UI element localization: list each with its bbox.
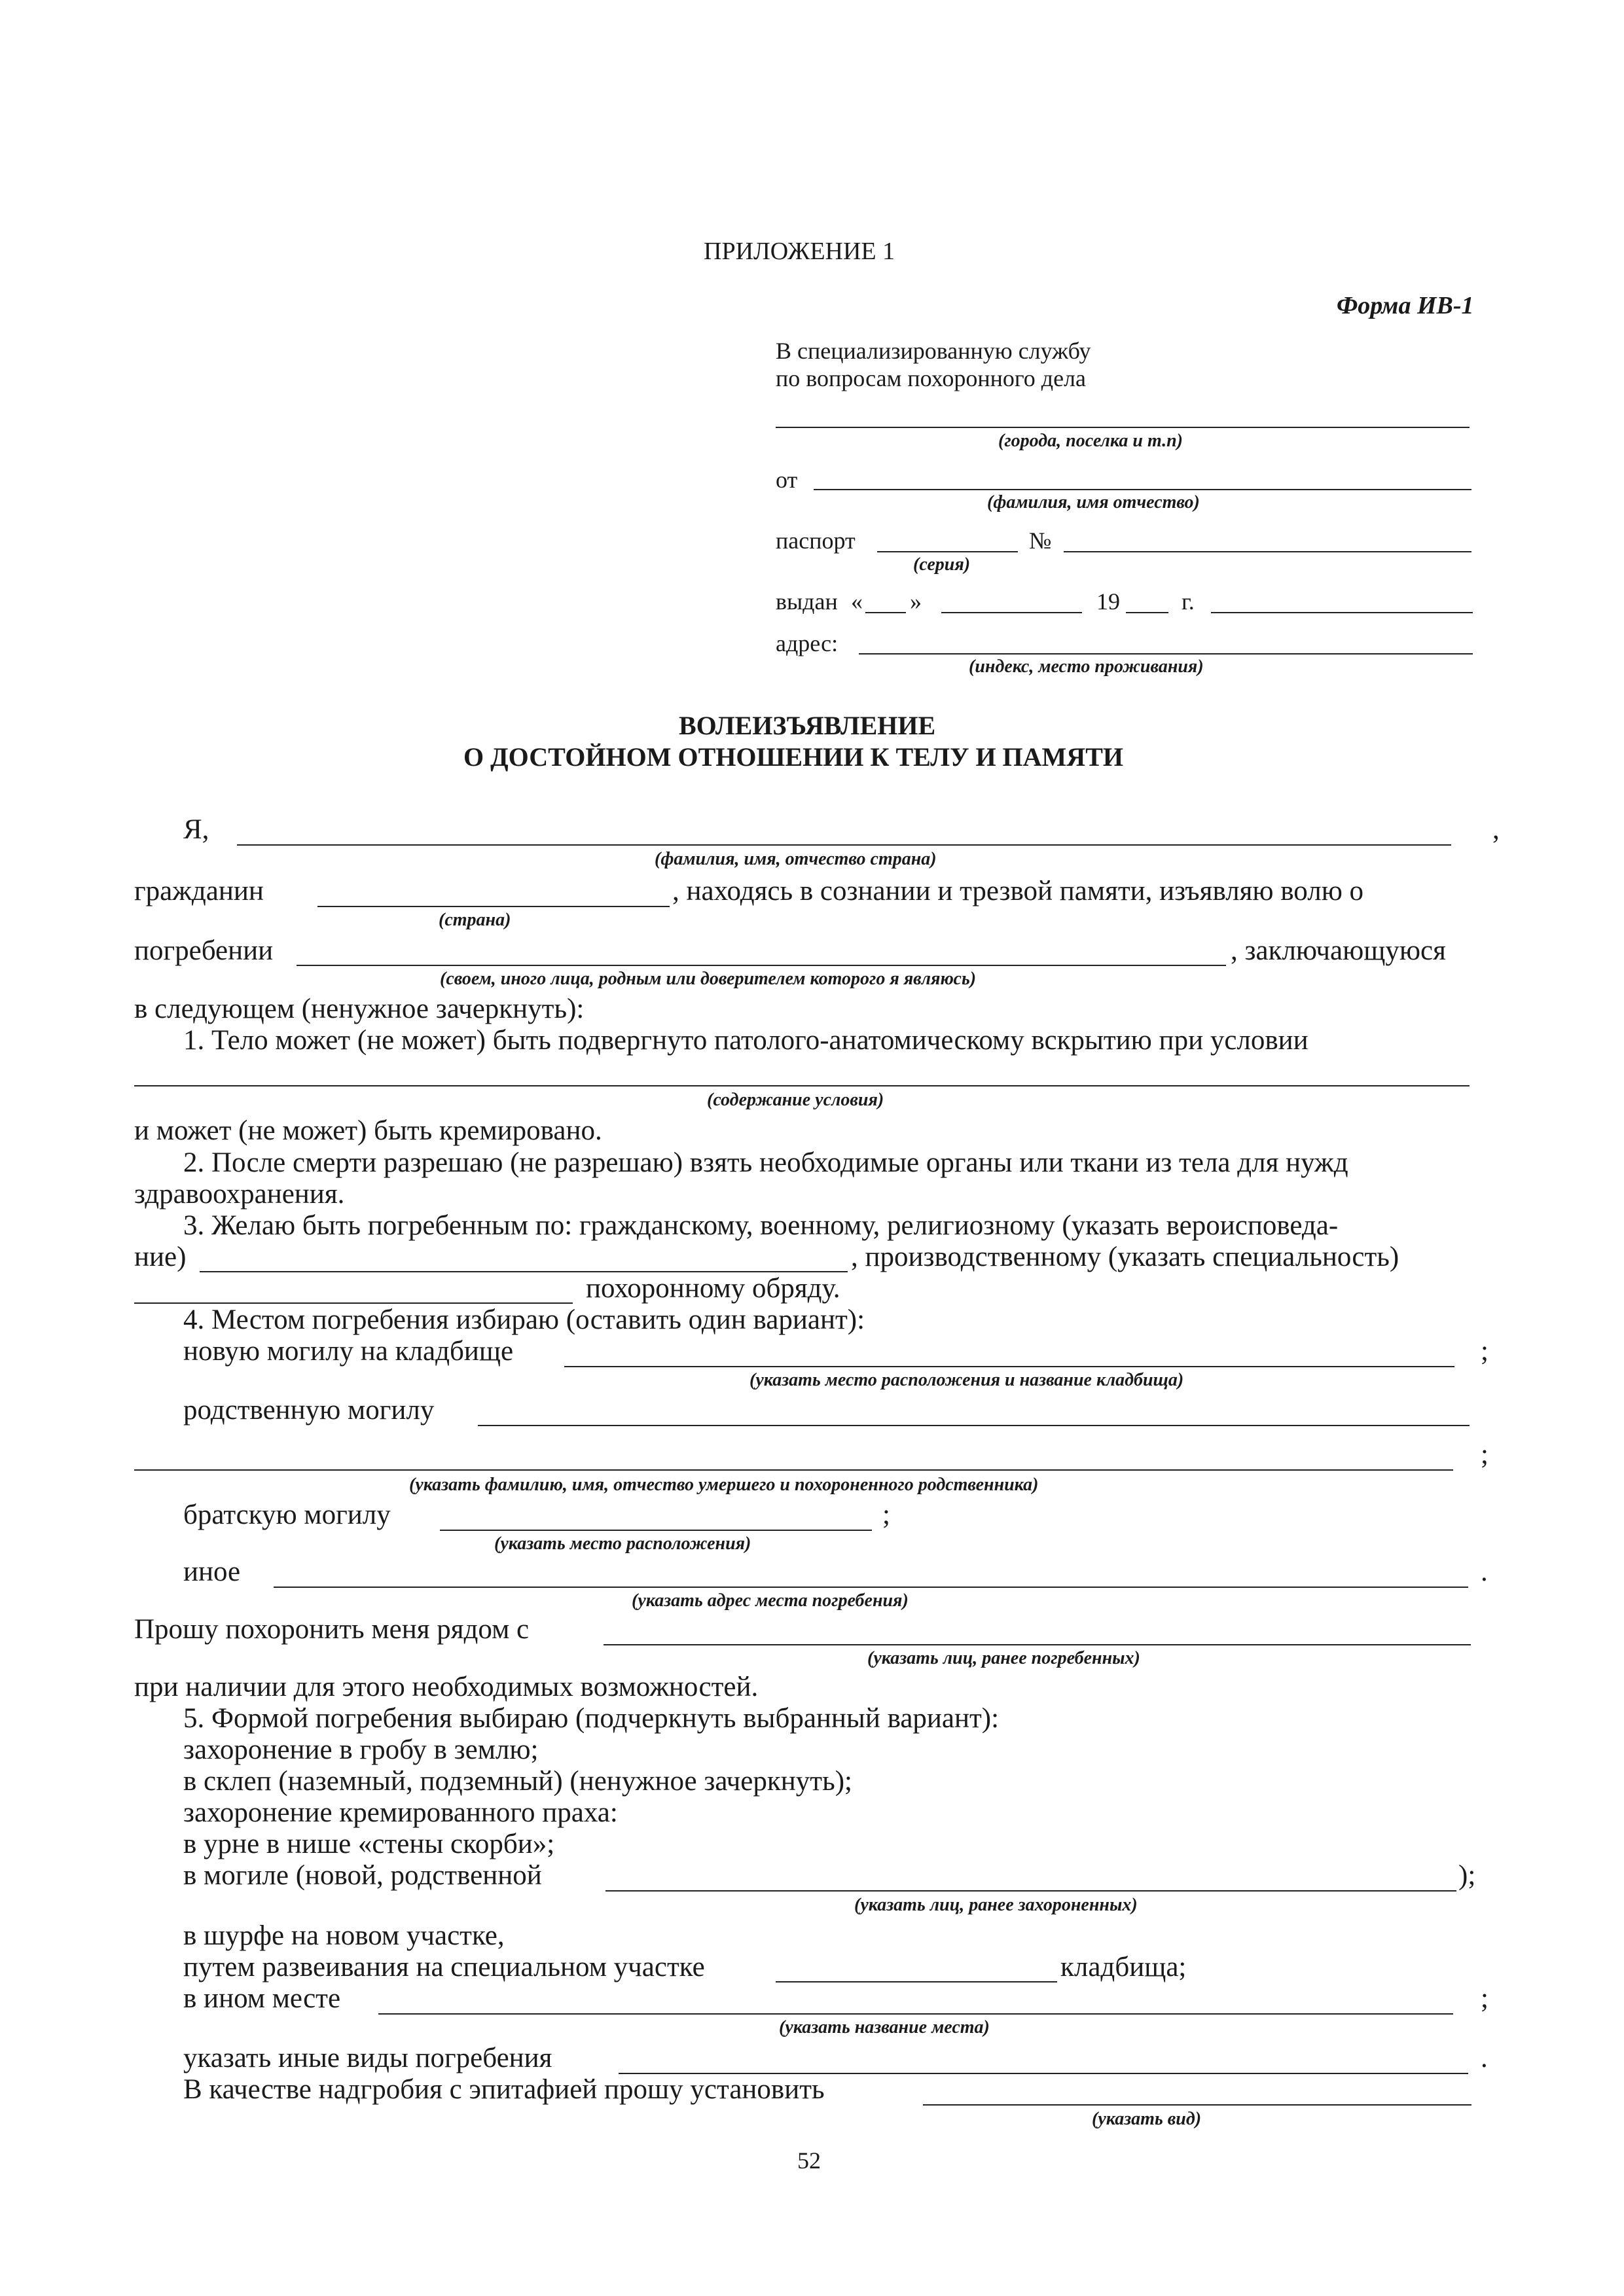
heading-line-1: ВОЛЕИЗЪЯВЛЕНИЕ — [679, 711, 936, 740]
mass-grave-caption: (указать место расположения) — [494, 1534, 751, 1554]
other-label: иное — [183, 1556, 241, 1587]
addressee-line-1: В специализированную службу — [776, 338, 1091, 364]
urn-option: в урне в нише «стены скорби»; — [183, 1829, 555, 1859]
mass-grave-label: братскую могилу — [183, 1499, 391, 1530]
citizen-label: гражданин — [134, 876, 264, 906]
paragraph-3a: 3. Желаю быть погребенным по: гражданскому, военному, религиозному (указать вероисповеда- — [183, 1210, 1339, 1241]
number-sign: № — [1029, 528, 1052, 554]
condition-field[interactable] — [134, 1085, 1470, 1086]
near-label: Прошу похоронить меня рядом с — [134, 1614, 530, 1645]
other-caption: (указать адрес места погребения) — [632, 1590, 909, 1611]
passport-label: паспорт — [776, 528, 856, 554]
elsewhere-field[interactable] — [378, 2013, 1453, 2015]
full-name-field[interactable] — [237, 844, 1451, 846]
relative-grave-field-2[interactable] — [134, 1469, 1453, 1471]
cemetery-label: кладбища; — [1060, 1952, 1187, 1982]
year-prefix: 19 — [1096, 588, 1120, 615]
near-caption: (указать лиц, ранее погребенных) — [867, 1648, 1140, 1668]
quote-close: » — [910, 588, 922, 615]
mass-grave-semicolon: ; — [882, 1499, 890, 1530]
other-period: . — [1481, 1556, 1488, 1587]
form-id: Форма ИВ-1 — [1337, 292, 1474, 319]
relative-grave-field[interactable] — [478, 1425, 1470, 1426]
near-field[interactable] — [604, 1644, 1471, 1645]
city-field[interactable] — [776, 427, 1470, 428]
addressee-line-2: по вопросам похоронного дела — [776, 365, 1086, 391]
from-field[interactable] — [814, 489, 1471, 490]
crypt-option: в склеп (наземный, подземный) (ненужное зачеркнуть); — [183, 1766, 852, 1797]
tombstone-field[interactable] — [923, 2104, 1471, 2106]
in-grave-caption: (указать лиц, ранее захороненных) — [854, 1895, 1138, 1915]
citizen-rest: , находясь в сознании и трезвой памяти, изъявляю волю о — [672, 876, 1364, 906]
passport-series-field[interactable] — [877, 551, 1018, 552]
other-types-period: . — [1481, 2043, 1488, 2073]
paragraph-3b-start: ние) — [134, 1242, 187, 1272]
tombstone-label: В качестве надгробия с эпитафией прошу установить — [183, 2074, 825, 2105]
new-grave-semicolon: ; — [1481, 1336, 1489, 1367]
mass-grave-field[interactable] — [440, 1530, 872, 1531]
paragraph-2b: здравоохранения. — [134, 1179, 345, 1210]
passport-number-field[interactable] — [1064, 551, 1471, 552]
quote-open: « — [851, 588, 863, 615]
in-grave-option: в могиле (новой, родственной — [183, 1860, 542, 1891]
elsewhere-semicolon: ; — [1481, 1983, 1489, 2014]
from-caption: (фамилия, имя отчество) — [987, 492, 1200, 512]
elsewhere-caption: (указать название места) — [779, 2017, 990, 2037]
from-label: от — [776, 467, 798, 493]
city-caption: (города, поселка и т.п) — [998, 431, 1183, 451]
paragraph-5: 5. Формой погребения выбираю (подчеркнуть выбранный вариант): — [183, 1703, 1000, 1734]
possible-text: при наличии для этого необходимых возможностей. — [134, 1672, 759, 1702]
address-label: адрес: — [776, 630, 839, 656]
appendix-title: ПРИЛОЖЕНИЕ 1 — [704, 238, 895, 265]
scatter-option: путем развеивания на специальном участке — [183, 1952, 705, 1982]
issued-day-field[interactable] — [865, 612, 906, 613]
new-grave-label: новую могилу на кладбище — [183, 1336, 514, 1367]
elsewhere-option: в ином месте — [183, 1983, 341, 2014]
new-grave-field[interactable] — [564, 1366, 1454, 1367]
relative-grave-label: родственную могилу — [183, 1395, 435, 1426]
country-caption: (страна) — [439, 910, 511, 930]
following-text: в следующем (ненужное зачеркнуть): — [134, 994, 585, 1024]
paragraph-2a: 2. После смерти разрешаю (не разрешаю) взять необходимые органы или ткани из тела для нужд — [183, 1147, 1348, 1178]
page-number: 52 — [797, 2147, 821, 2174]
name-caption: (фамилия, имя, отчество страна) — [655, 849, 937, 869]
other-types-label: указать иные виды погребения — [183, 2043, 552, 2073]
paragraph-1: 1. Тело может (не может) быть подвергнуто патолого-анатомическому вскрытию при условии — [183, 1025, 1308, 1056]
relative-grave-semicolon: ; — [1481, 1439, 1489, 1470]
new-grave-caption: (указать место расположения и название кладбища) — [749, 1370, 1184, 1390]
burial-whom-field[interactable] — [297, 965, 1226, 966]
shaft-option: в шурфе на новом участке, — [183, 1920, 505, 1951]
paragraph-3c: похоронному обряду. — [586, 1273, 840, 1304]
heading-line-2: О ДОСТОЙНОМ ОТНОШЕНИИ К ТЕЛУ И ПАМЯТИ — [463, 742, 1123, 772]
citizenship-field[interactable] — [317, 906, 670, 907]
paragraph-3b-end: , производственному (указать специальность) — [851, 1242, 1399, 1272]
issued-year-field[interactable] — [1126, 612, 1168, 613]
coffin-option: захоронение в гробу в землю; — [183, 1734, 539, 1765]
in-grave-field[interactable] — [605, 1890, 1456, 1892]
burial-rest: , заключающуюся — [1231, 935, 1446, 966]
tombstone-caption: (указать вид) — [1092, 2109, 1202, 2129]
paragraph-1-end: и может (не может) быть кремировано. — [134, 1115, 602, 1146]
paragraph-4: 4. Местом погребения избираю (оставить один вариант): — [183, 1304, 865, 1335]
address-caption: (индекс, место проживания) — [969, 656, 1204, 677]
relative-caption: (указать фамилию, имя, отчество умершего и похороненного родственника) — [409, 1475, 1039, 1495]
issued-month-field[interactable] — [941, 612, 1082, 613]
issued-label: выдан — [776, 588, 838, 615]
cremated-option: захоронение кремированного праха: — [183, 1797, 618, 1828]
comma: , — [1492, 814, 1500, 845]
address-field[interactable] — [859, 653, 1473, 655]
burial-label: погребении — [134, 935, 274, 966]
whose-caption: (своем, иного лица, родным или доверителем которого я являюсь) — [440, 969, 977, 989]
condition-caption: (содержание условия) — [707, 1090, 884, 1110]
i-label: Я, — [183, 814, 209, 845]
scatter-field[interactable] — [776, 1981, 1057, 1982]
series-caption: (серия) — [913, 554, 971, 575]
year-suffix: г. — [1182, 588, 1195, 615]
in-grave-close: ); — [1458, 1860, 1476, 1891]
other-field[interactable] — [274, 1587, 1468, 1588]
issued-by-field[interactable] — [1211, 612, 1473, 613]
